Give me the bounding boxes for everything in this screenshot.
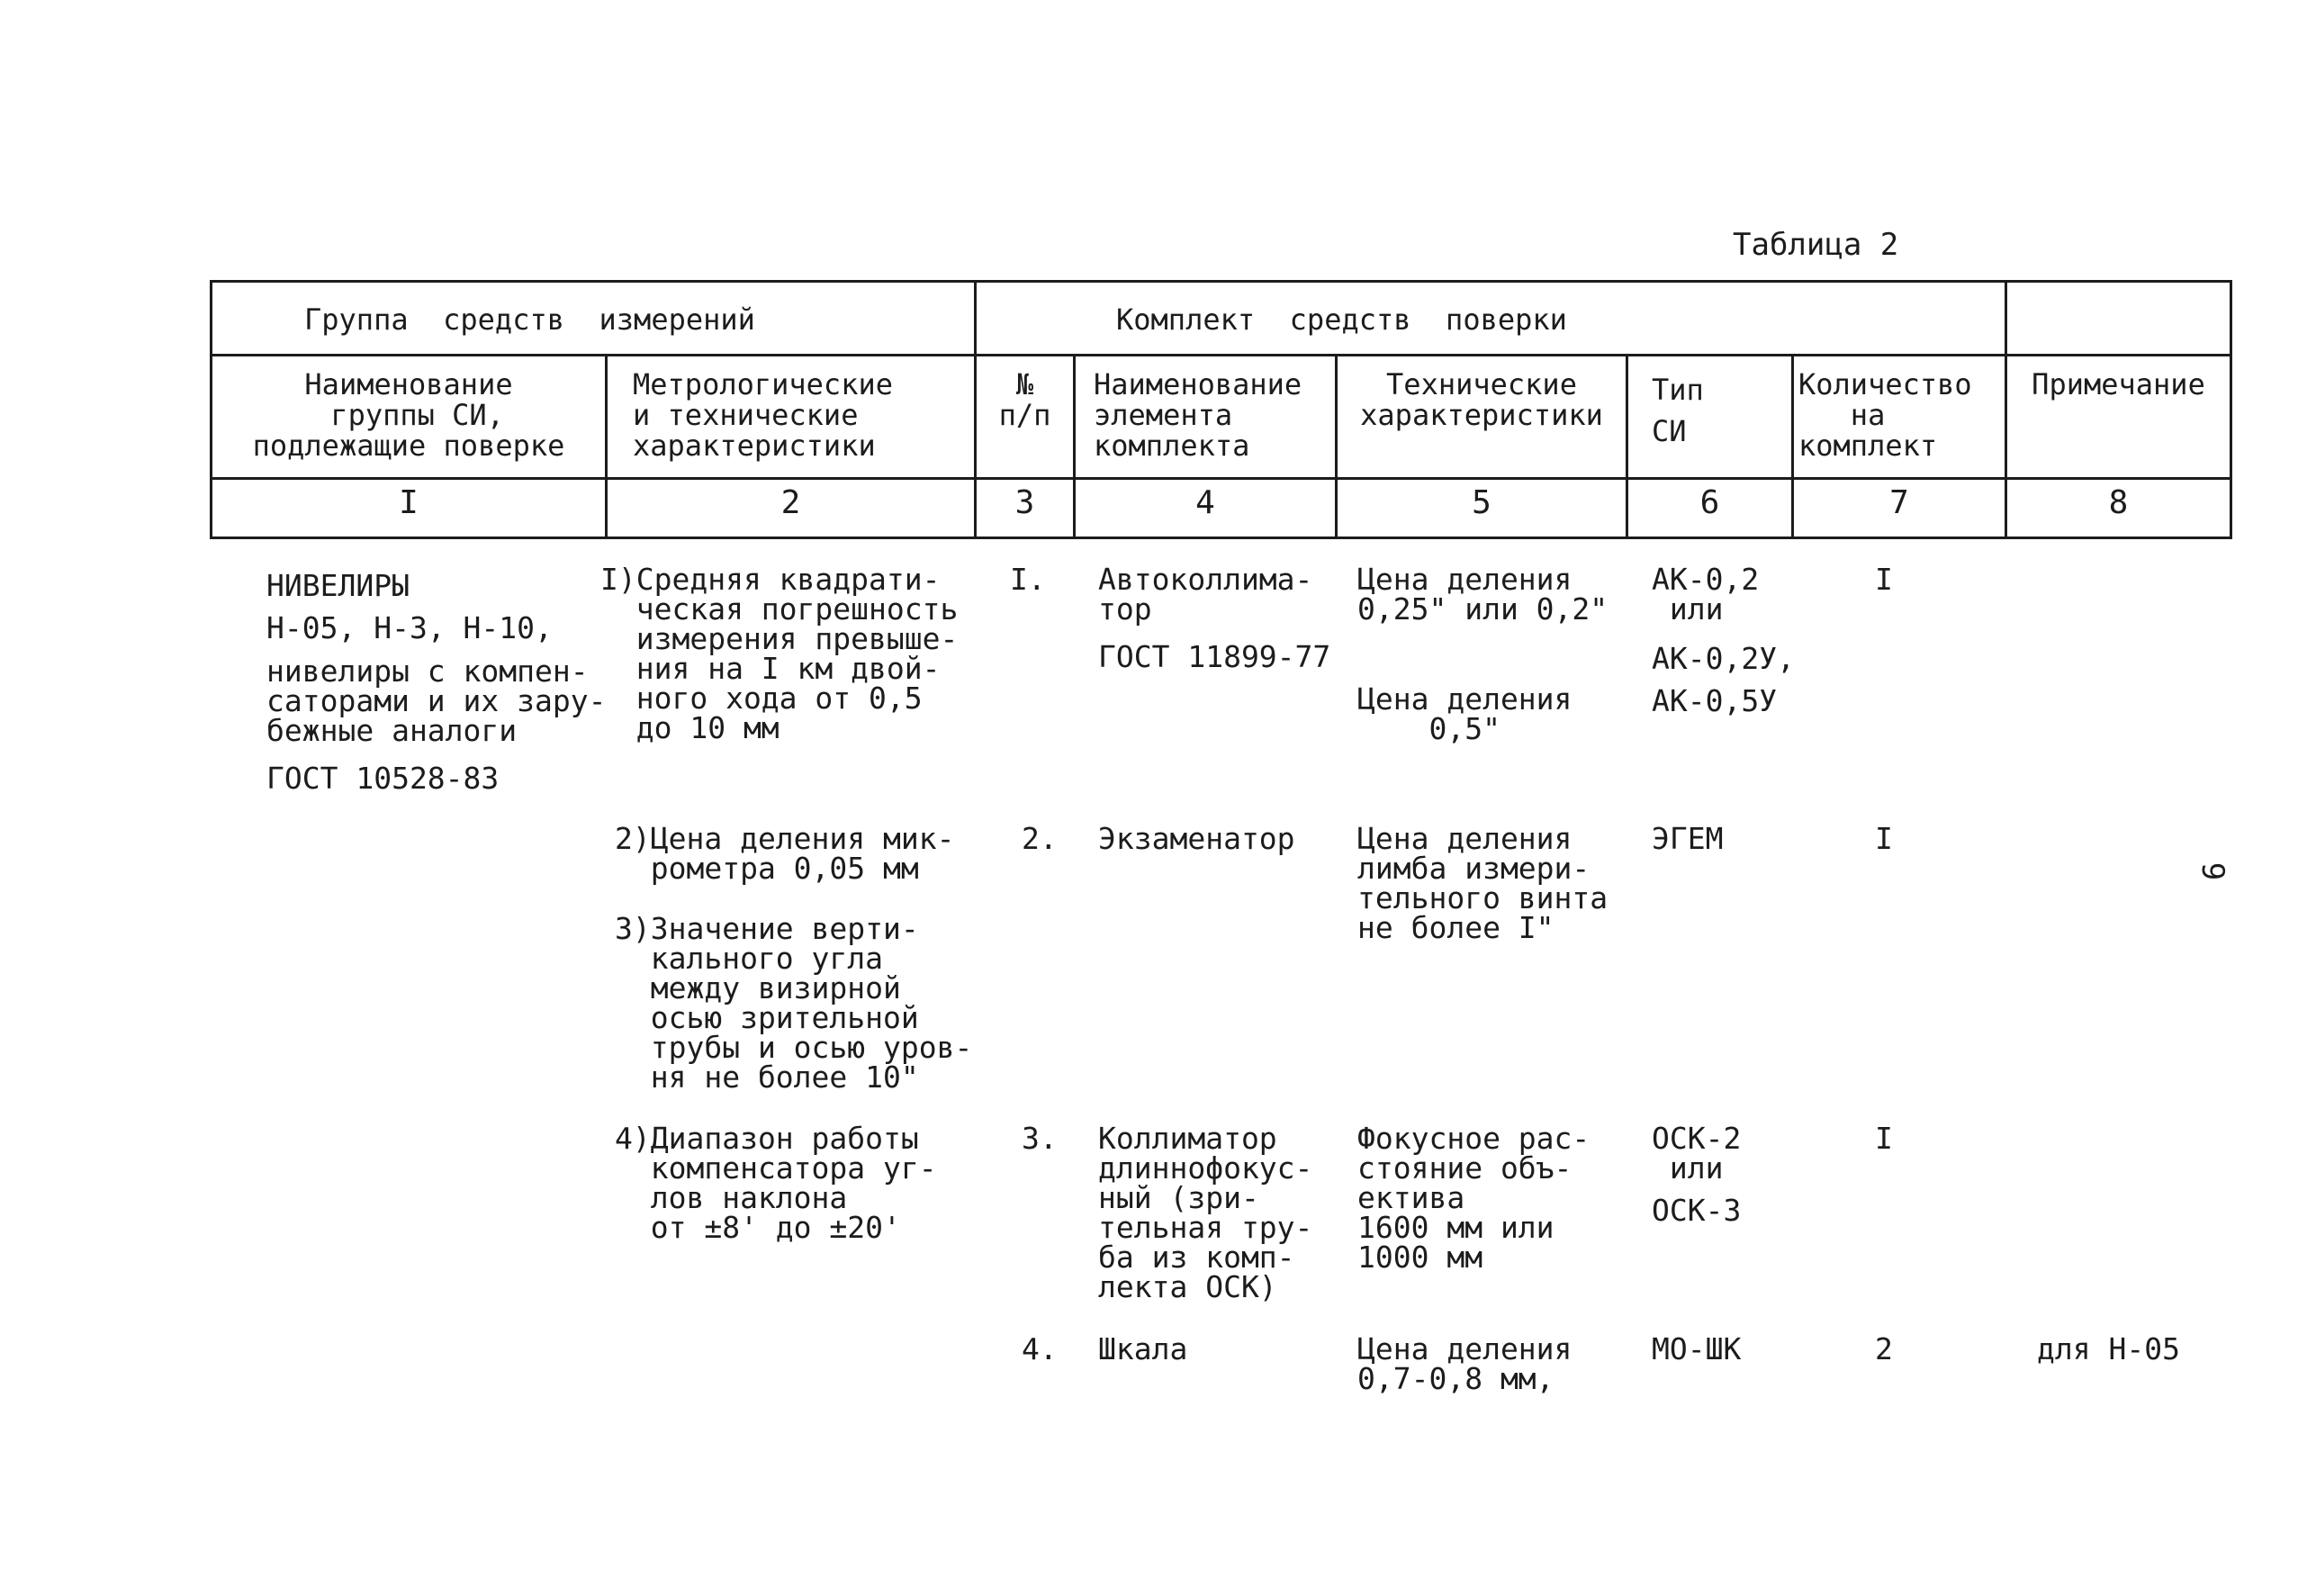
element-gost: ГОСТ 11899-77: [1098, 639, 1331, 674]
si-type: МО-ШК: [1652, 1331, 1742, 1366]
group-gost: ГОСТ 10528-83: [266, 761, 500, 796]
column-header-7: Количество на комплект: [1798, 367, 1972, 463]
header-kit-title: Комплект средств поверки: [1116, 302, 1567, 337]
column-number-6: 6: [1699, 484, 1720, 521]
quantity: I: [1875, 1121, 1893, 1156]
grid-col-line-8: [2230, 280, 2232, 539]
group-description: нивелиры с компен- саторами и их зару- бежные аналоги: [266, 654, 607, 748]
tech-characteristic-alt: Цена деления 0,5": [1357, 681, 1573, 746]
grid-line-header-columns: [210, 477, 2232, 480]
row-number: 3.: [1022, 1121, 1058, 1156]
column-header-1: Наименование группы СИ, подлежащие поверке: [252, 367, 565, 463]
tech-characteristic: Цена деления 0,25" или 0,2": [1357, 562, 1609, 627]
element-name: Экзаменатор: [1098, 821, 1295, 856]
group-name: НИВЕЛИРЫ Н-05, Н-3, Н-10,: [266, 568, 553, 645]
column-number-1: I: [399, 484, 419, 521]
header-group-title: Группа средств измерений: [304, 302, 755, 337]
quantity: 2: [1875, 1331, 1893, 1366]
tech-characteristic: Цена деления лимба измери- тельного винта не более I": [1357, 821, 1609, 945]
column-header-5: Технические характеристики: [1360, 367, 1603, 432]
characteristic-1: I)Средняя квадрати- ческая погрешность измерения превыше- ния на I км двой- ного хода от 0,5 до 10 мм: [600, 562, 959, 745]
column-number-3: 3: [1014, 484, 1035, 521]
column-number-7: 7: [1889, 484, 1909, 521]
column-header-6: Тип СИ: [1652, 373, 1704, 448]
si-type-alt: АК-0,2У, АК-0,5У: [1652, 641, 1795, 718]
grid-line-numbers: [210, 537, 2232, 539]
row-number: I.: [1010, 562, 1046, 597]
note: для Н-05: [2037, 1331, 2180, 1366]
si-type: ОСК-2 или: [1652, 1121, 1742, 1186]
characteristic-3: 3)Значение верти- кального угла между визирной осью зрительной трубы и осью уров- ня не более 10": [615, 911, 973, 1095]
element-name: Шкала: [1098, 1331, 1188, 1366]
si-type: АК-0,2 или: [1652, 562, 1760, 627]
tech-characteristic: Цена деления 0,7-0,8 мм,: [1357, 1331, 1573, 1396]
row-number: 2.: [1022, 821, 1058, 856]
column-header-3: № п/п: [998, 367, 1051, 432]
table-caption: Таблица 2: [1733, 227, 1899, 263]
page-number: 9: [2194, 861, 2231, 881]
characteristic-2: 2)Цена деления мик- рометра 0,05 мм: [615, 821, 955, 886]
column-number-4: 4: [1195, 484, 1215, 521]
quantity: I: [1875, 821, 1893, 856]
row-number: 4.: [1022, 1331, 1058, 1366]
tech-characteristic: Фокусное рас- стояние объ- ектива 1600 мм или 1000 мм: [1357, 1121, 1591, 1275]
column-number-8: 8: [2108, 484, 2129, 521]
element-name: Автоколлима- тор: [1098, 562, 1313, 627]
column-header-4: Наименование элемента комплекта: [1094, 367, 1302, 463]
column-header-2: Метрологические и технические характеристики: [633, 367, 893, 463]
characteristic-4: 4)Диапазон работы компенсатора уг- лов наклона от ±8' до ±20': [615, 1121, 937, 1245]
si-type: ЭГЕМ: [1652, 821, 1724, 856]
column-header-8: Примечание: [2032, 367, 2205, 401]
column-number-5: 5: [1472, 484, 1491, 521]
quantity: I: [1875, 562, 1893, 597]
grid-line-header-group: [210, 354, 2232, 356]
grid-line-top: [210, 280, 2232, 283]
column-number-2: 2: [780, 484, 801, 521]
element-name: Коллиматор длиннофокус- ный (зри- тельная тру- ба из комп- лекта ОСК): [1098, 1121, 1313, 1304]
si-type-alt: ОСК-3: [1652, 1193, 1742, 1228]
